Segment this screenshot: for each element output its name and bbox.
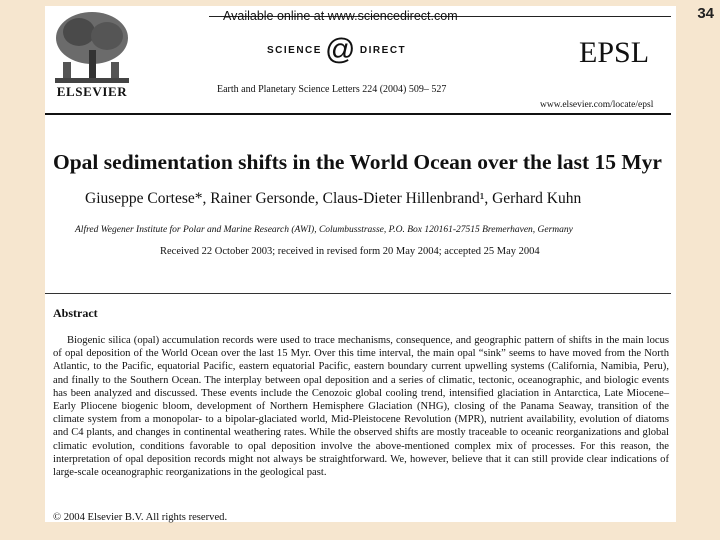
publisher-logo-text: ELSEVIER [56, 84, 128, 99]
available-online-text: Available online at www.sciencedirect.com [223, 9, 458, 23]
paper-page [45, 6, 676, 522]
slide-number: 34 [697, 5, 714, 22]
sciencedirect-logo [267, 33, 407, 66]
journal-citation: Earth and Planetary Science Letters 224 (2004) 509– 527 [217, 84, 447, 95]
section-divider [45, 293, 671, 294]
elsevier-tree-logo [49, 6, 135, 88]
sciencedirect-logo-right: DIRECT [359, 44, 407, 56]
journal-url: www.elsevier.com/locate/epsl [540, 100, 654, 110]
header-rule-bottom [45, 113, 671, 115]
abstract-heading: Abstract [53, 306, 98, 320]
article-dates: Received 22 October 2003; received in revised form 20 May 2004; accepted 25 May 2004 [160, 246, 540, 257]
copyright-notice: © 2004 Elsevier B.V. All rights reserved. [53, 512, 228, 523]
abstract-body: Biogenic silica (opal) accumulation records were used to trace mechanisms, consequence, and geographic pattern of shifts in the main locus of opal deposition of the World Ocean over the last 15 Myr. Over this time interval, the main opal “sink” seems to have moved from the North Atlantic, to the Pacific, equatorial Pacific, eastern equatorial Pacific, eastern boundary current upwelling systems (California, Namibia, Peru), and finally to the Southern Ocean. The interplay between opal deposition and a series of climatic, tectonic, oceanographic, and biologic events has been analyzed and discussed. These events include the Cenozoic global cooling trend, intensified glaciation in Antarctica, Late Miocene– Early Pliocene biogenic bloom, development of Northern Hemisphere Glaciation (NHG), closing of the Panama Seaway, transition of the climate system from a monopolar- to a bipolar-glaciated world, Mid-Pleistocene Revolution (MPR), nutrient availability, evolution of diatoms and C4 plants, and changes in continental weathering rates. While the observed shifts are mostly traceable to oceanic reorganizations and global climatic evolution, conditions favorable to opal deposition involve the above-mentioned complex mix of processes. For this reason, the interpretation of opal deposition records might not always be straightforward. We, however, believe that it can still provide clear indications of large-scale oceanographic reorganizations in the geological past. [53, 335, 669, 479]
sciencedirect-at-icon: @ [324, 33, 357, 66]
article-authors: Giuseppe Cortese*, Rainer Gersonde, Claus-Dieter Hillenbrand¹, Gerhard Kuhn [85, 190, 582, 207]
article-affiliation: Alfred Wegener Institute for Polar and Marine Research (AWI), Columbusstrasse, P.O. Box 120161-27515 Bremerhaven, Germany [75, 225, 573, 235]
article-title: Opal sedimentation shifts in the World Ocean over the last 15 Myr [53, 150, 662, 174]
journal-abbrev: EPSL [579, 36, 650, 69]
sciencedirect-logo-left: SCIENCE [267, 44, 322, 56]
